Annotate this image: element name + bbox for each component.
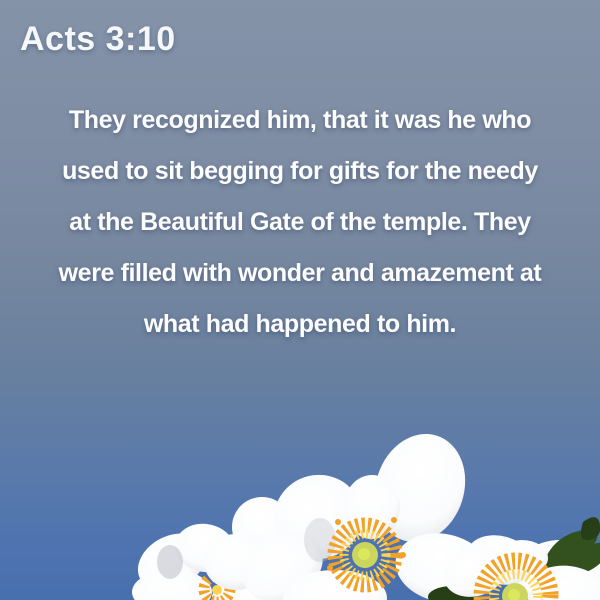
verse-line-4: were filled with wonder and amazement at [58, 259, 542, 287]
verse-text-block [0, 95, 600, 350]
verse-line-3: at the Beautiful Gate of the temple. They [69, 208, 531, 236]
verse-line-1: They recognized him, that it was he who [68, 106, 532, 134]
verse-reference: Acts 3:10 [20, 20, 176, 58]
verse-line-5: what had happened to him. [143, 310, 457, 338]
verse-line-2: used to sit begging for gifts for the needy [62, 157, 538, 185]
